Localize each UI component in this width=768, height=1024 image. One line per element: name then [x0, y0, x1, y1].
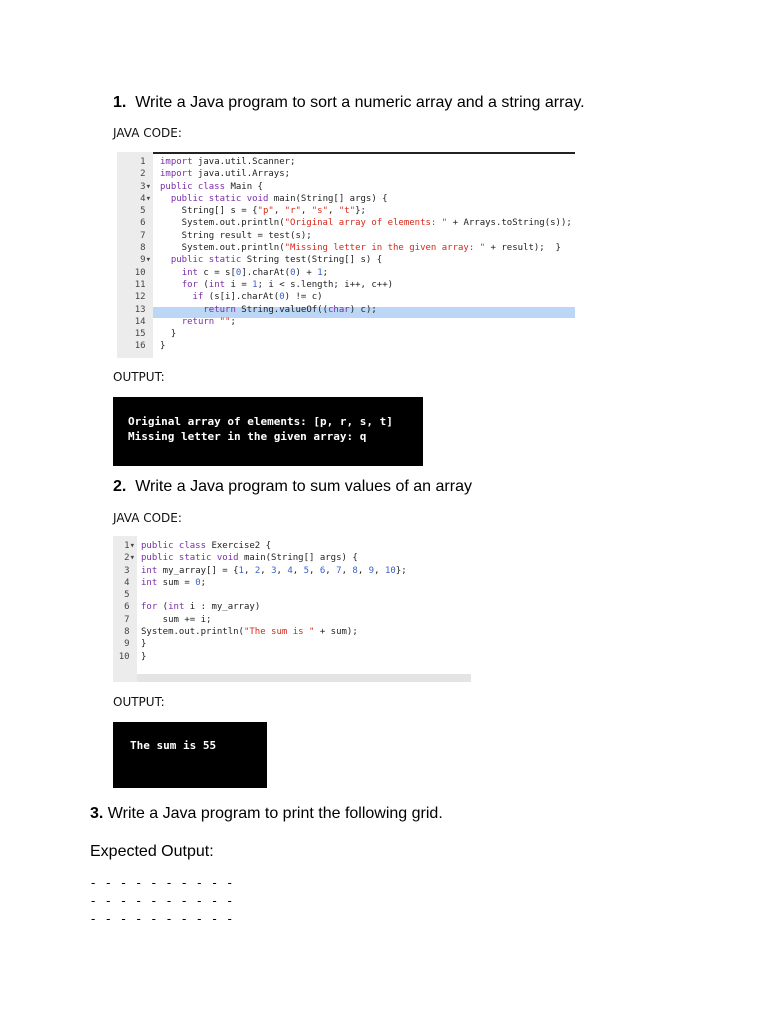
code-text: import java.util.Scanner;	[160, 157, 296, 167]
code-text: String[] s = {"p", "r", "s", "t"};	[160, 206, 366, 217]
code-text: String result = test(s);	[160, 230, 312, 241]
line-number: 2	[140, 169, 151, 180]
code-block-2	[113, 536, 471, 682]
code-line	[117, 291, 575, 303]
code-text: return "";	[181, 316, 236, 327]
code-text: public class Exercise2 {	[141, 541, 272, 551]
code-line	[113, 638, 471, 650]
code-text: import java.util.Arrays;	[160, 169, 291, 180]
code-text: public class Main {	[160, 181, 263, 192]
grid-row: - - - - - - - - - -	[91, 875, 232, 890]
code-text: int sum = 0;	[141, 577, 207, 588]
code-text: int c = s[0].charAt(0) + 1;	[181, 267, 329, 278]
code-text: }	[160, 329, 177, 340]
output-terminal-1	[113, 397, 423, 466]
code-line	[117, 156, 575, 168]
question-3-number: 3.	[90, 805, 104, 822]
line-number: 1▾	[124, 541, 135, 551]
line-number: 10	[134, 267, 151, 278]
question-1-number: 1.	[113, 94, 127, 111]
line-number: 9	[124, 639, 135, 650]
code-line	[113, 552, 471, 564]
output-line: The sum is 55	[130, 739, 217, 752]
code-text: }	[141, 639, 147, 650]
question-2-heading	[113, 478, 472, 496]
code-line	[113, 589, 471, 601]
grid-row: - - - - - - - - - -	[91, 911, 232, 926]
output-terminal-2	[113, 722, 267, 788]
output-terminal-1-lines	[128, 414, 393, 444]
code-line	[117, 181, 575, 193]
code-line	[113, 651, 471, 663]
line-number: 16	[134, 341, 151, 352]
line-number: 4	[124, 577, 135, 588]
output-terminal-2-lines	[130, 738, 216, 753]
question-3-text: Write a Java program to print the following grid.	[107, 805, 443, 822]
java-code-label-2: JAVA CODE:	[113, 511, 182, 525]
code-line	[117, 205, 575, 217]
line-number: 5	[124, 590, 135, 601]
code-text: }	[141, 651, 147, 662]
line-number: 15	[134, 329, 151, 340]
code-line	[117, 168, 575, 180]
code-text: return String.valueOf((char) c);	[203, 304, 377, 315]
code-line	[117, 316, 575, 328]
code-line	[113, 614, 471, 626]
output-label-2: OUTPUT:	[113, 695, 165, 709]
output-label-1: OUTPUT:	[113, 370, 165, 384]
grid-row: - - - - - - - - - -	[91, 893, 232, 908]
line-number: 2▾	[124, 553, 135, 564]
output-line: Missing letter in the given array: q	[128, 430, 367, 443]
line-number: 5	[140, 206, 151, 217]
code-text: sum += i;	[141, 614, 212, 625]
code-line	[117, 328, 575, 340]
line-number: 12	[134, 292, 151, 303]
code-line	[117, 267, 575, 279]
code-text: public static void main(String[] args) {	[141, 553, 358, 564]
line-number: 1	[140, 157, 151, 167]
code-text: System.out.println("The sum is " + sum);	[141, 627, 358, 638]
code-text: for (int i : my_array)	[141, 602, 261, 613]
code-text: System.out.println("Original array of elements: " + Arrays.toString(s));	[160, 218, 572, 229]
line-number: 9▾	[140, 255, 151, 266]
question-1-heading	[113, 94, 585, 112]
code-text: System.out.println("Missing letter in the given array: " + result); }	[160, 243, 561, 254]
code-line	[117, 254, 575, 266]
question-3-heading	[90, 805, 443, 823]
output-line: Original array of elements: [p, r, s, t]	[128, 415, 393, 428]
code-line	[117, 242, 575, 254]
line-number: 6	[140, 218, 151, 229]
code-line	[113, 577, 471, 589]
code-line	[117, 217, 575, 229]
line-number: 13	[134, 304, 151, 315]
line-number: 3	[124, 565, 135, 576]
code-line	[113, 565, 471, 577]
line-number: 7	[124, 614, 135, 625]
expected-output-label: Expected Output:	[90, 843, 214, 860]
line-number: 8	[140, 243, 151, 254]
question-2-text: Write a Java program to sum values of an array	[135, 478, 472, 495]
line-number: 11	[134, 279, 151, 290]
line-number: 8	[124, 627, 135, 638]
code-block-1-top-border	[117, 152, 575, 154]
code-line	[113, 540, 471, 552]
code-text: if (s[i].charAt(0) != c)	[192, 292, 323, 303]
code-line	[117, 304, 575, 316]
code-line	[113, 626, 471, 638]
line-number: 7	[140, 230, 151, 241]
code-line	[117, 279, 575, 291]
code-text: for (int i = 1; i < s.length; i++, c++)	[181, 279, 394, 290]
code-line	[113, 601, 471, 613]
code-block-2-bottom-bar	[137, 674, 471, 682]
code-line	[117, 230, 575, 242]
java-code-label-1: JAVA CODE:	[113, 126, 182, 140]
code-line	[117, 193, 575, 205]
code-line	[117, 340, 575, 352]
question-1-text: Write a Java program to sort a numeric array and a string array.	[135, 94, 585, 111]
code-text: public static void main(String[] args) {	[170, 193, 388, 204]
code-block-1-lines	[117, 156, 575, 353]
line-number: 4▾	[140, 193, 151, 204]
line-number: 3▾	[140, 181, 151, 192]
code-block-2-lines	[113, 540, 471, 663]
question-2-number: 2.	[113, 478, 127, 495]
line-number: 6	[124, 602, 135, 613]
line-number: 10	[118, 651, 135, 662]
line-number: 14	[134, 316, 151, 327]
code-block-1	[117, 152, 575, 358]
code-text: int my_array[] = {1, 2, 3, 4, 5, 6, 7, 8, 9, 10};	[141, 565, 407, 576]
code-text: }	[160, 341, 166, 352]
code-text: public static String test(String[] s) {	[170, 255, 383, 266]
